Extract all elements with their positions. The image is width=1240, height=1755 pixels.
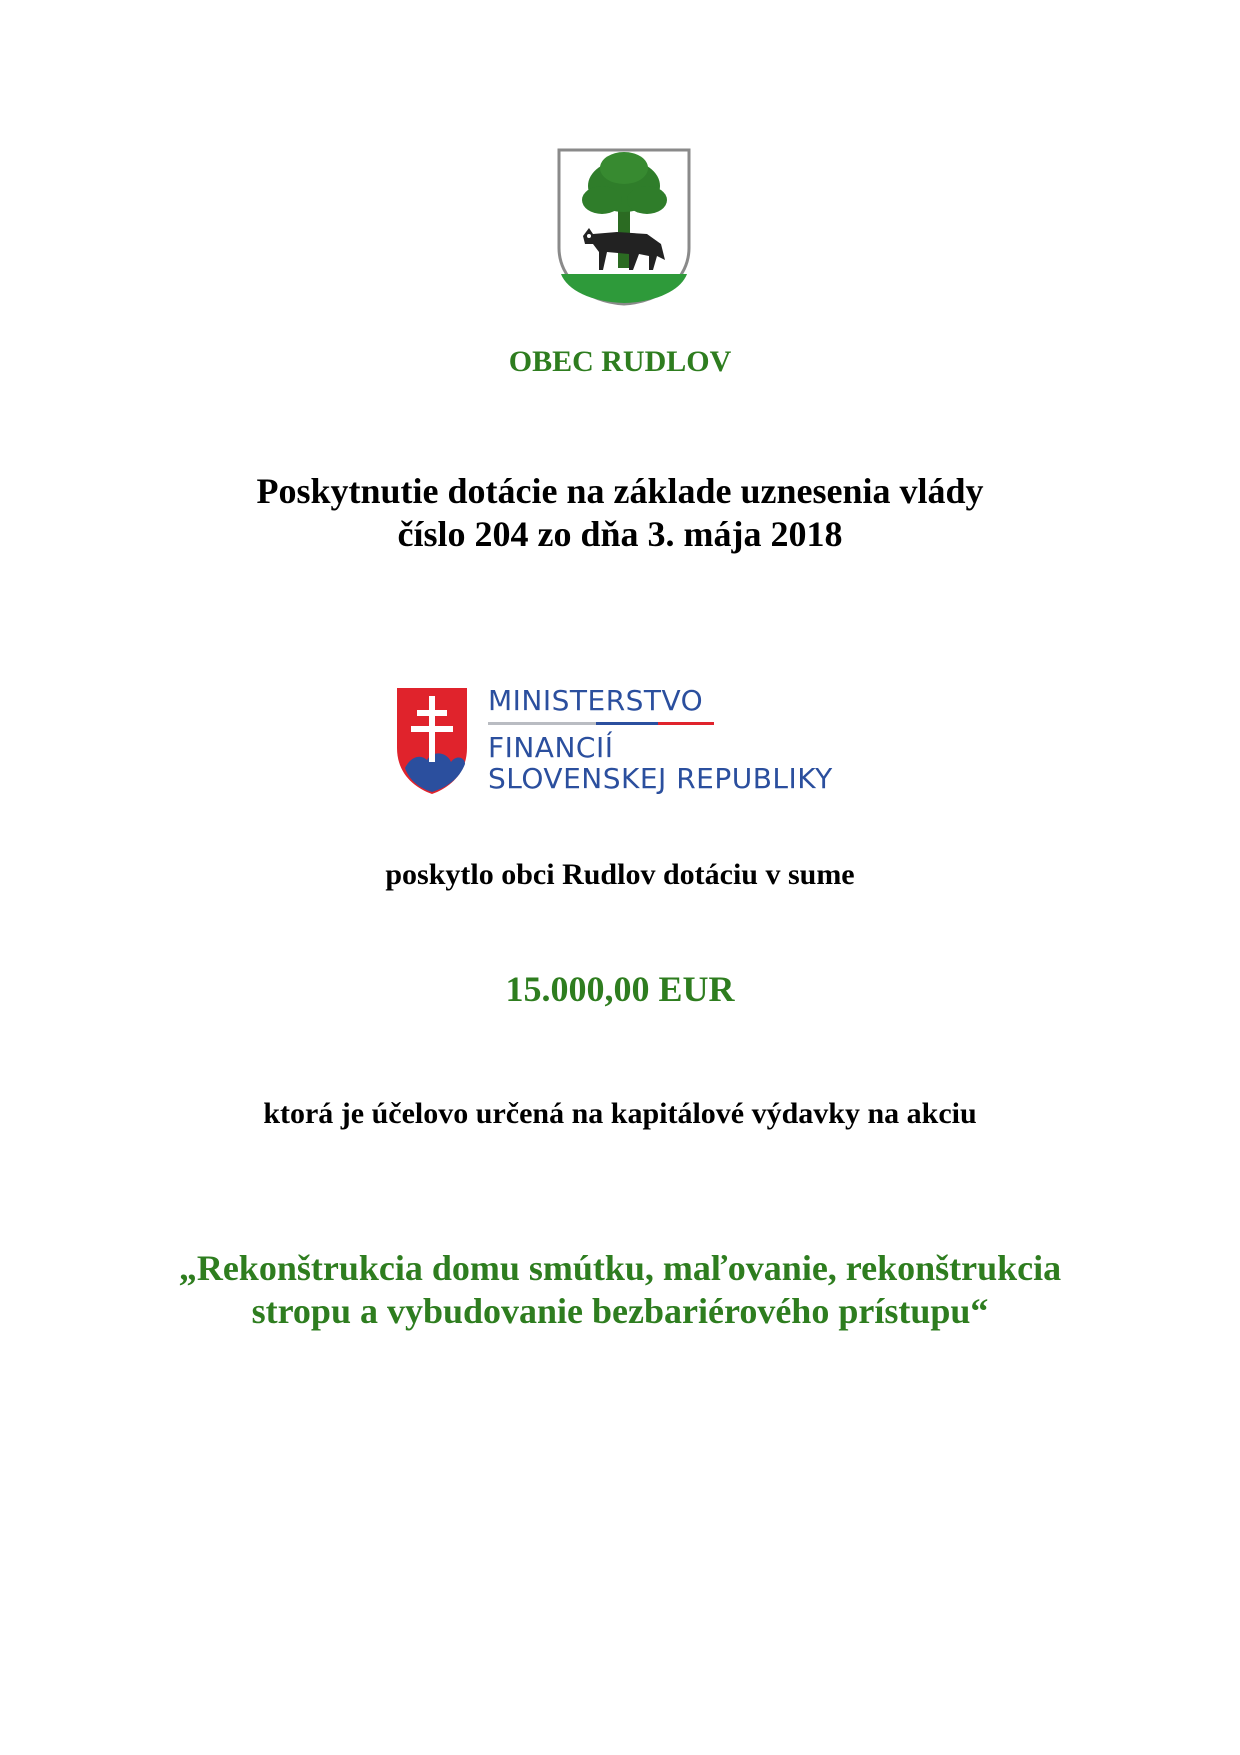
page-title bbox=[0, 470, 1240, 556]
project-title-line-1: „Rekonštrukcia domu smútku, maľovanie, rekonštrukcia bbox=[178, 1248, 1062, 1288]
ministry-logo-line-2: FINANCIÍ bbox=[488, 731, 614, 764]
ministry-rule-red bbox=[658, 722, 714, 725]
project-title-line-2: stropu a vybudovanie bezbariérového prístupu“ bbox=[251, 1291, 989, 1331]
title-line-1: Poskytnutie dotácie na základe uznesenia vlády bbox=[256, 471, 984, 511]
granted-text: poskytlo obci Rudlov dotáciu v sume bbox=[385, 858, 855, 891]
ministry-rule-gray bbox=[488, 722, 596, 725]
ministry-rule-blue bbox=[596, 722, 658, 725]
title-line-2: číslo 204 zo dňa 3. mája 2018 bbox=[397, 514, 843, 554]
grant-amount: 15.000,00 EUR bbox=[505, 969, 735, 1009]
ministry-logo-line-3: SLOVENSKEJ REPUBLIKY bbox=[488, 762, 833, 795]
purpose-text: ktorá je účelovo určená na kapitálové výdavky na akciu bbox=[263, 1097, 977, 1130]
project-title bbox=[0, 1247, 1240, 1333]
ministry-logo-line-1: MINISTERSTVO bbox=[488, 684, 704, 717]
coat-of-arms-icon bbox=[557, 148, 691, 306]
municipality-name: OBEC RUDLOV bbox=[508, 345, 732, 378]
